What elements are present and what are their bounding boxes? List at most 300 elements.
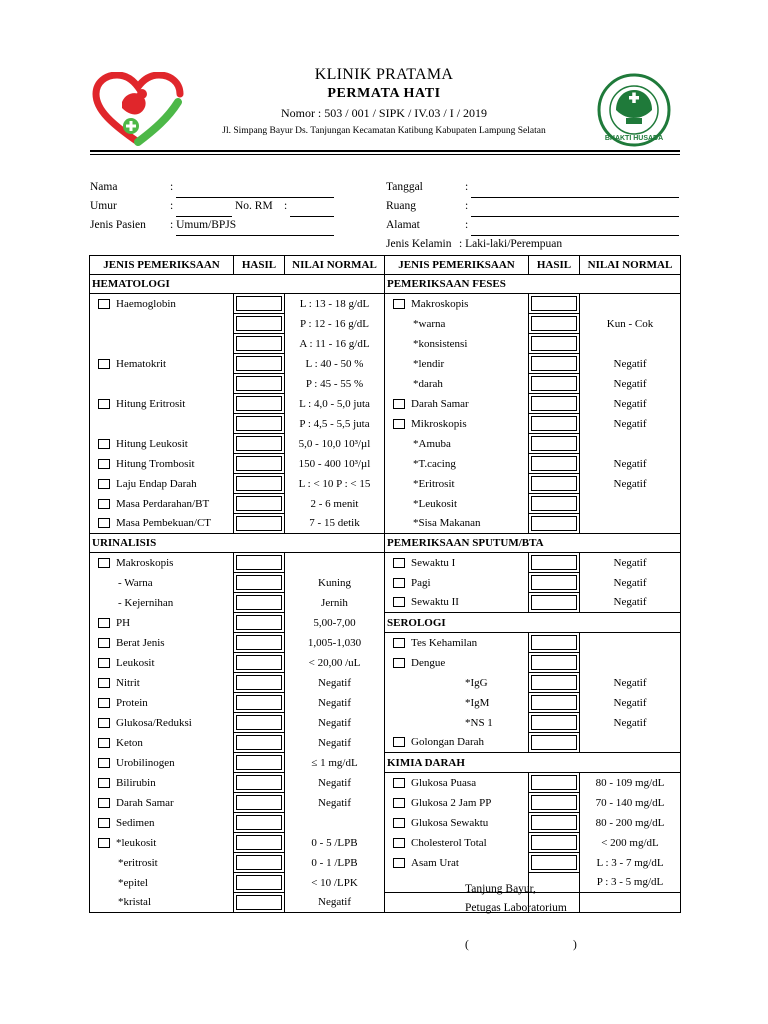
left-exam-cell xyxy=(90,434,234,454)
left-hasil-cell xyxy=(234,314,285,334)
hasil-input[interactable] xyxy=(236,575,282,590)
exam-checkbox[interactable] xyxy=(98,299,110,309)
hasil-input[interactable] xyxy=(236,675,282,690)
left-normal-value: 2 - 6 menit xyxy=(285,494,385,514)
hasil-input[interactable] xyxy=(236,775,282,790)
table-row xyxy=(90,773,681,793)
left-exam-cell xyxy=(90,753,234,773)
right-hasil-cell xyxy=(529,394,580,414)
exam-checkbox[interactable] xyxy=(98,718,110,728)
hasil-input[interactable] xyxy=(236,396,282,411)
right-exam-cell xyxy=(385,693,529,713)
right-normal-value: Negatif xyxy=(580,454,681,474)
hasil-input[interactable] xyxy=(236,496,282,511)
exam-checkbox[interactable] xyxy=(393,778,405,788)
left-normal-value: Negatif xyxy=(285,793,385,813)
exam-label: Makroskopis xyxy=(116,556,174,569)
hasil-input[interactable] xyxy=(531,476,577,491)
exam-checkbox[interactable] xyxy=(98,479,110,489)
hasil-input[interactable] xyxy=(236,456,282,471)
hasil-input[interactable] xyxy=(236,336,282,351)
exam-checkbox[interactable] xyxy=(393,558,405,568)
left-hasil-cell xyxy=(234,294,285,314)
left-normal-value: < 10 /LPK xyxy=(285,873,385,893)
right-exam-cell xyxy=(385,454,529,474)
table-row xyxy=(90,534,681,553)
hasil-input[interactable] xyxy=(236,695,282,710)
nama-colon: : xyxy=(170,181,174,193)
exam-label: *NS 1 xyxy=(465,716,493,729)
right-exam-cell xyxy=(385,494,529,514)
left-normal-value: P : 4,5 - 5,5 juta xyxy=(285,414,385,434)
exam-checkbox[interactable] xyxy=(98,459,110,469)
left-exam-cell xyxy=(90,893,234,913)
exam-checkbox[interactable] xyxy=(98,658,110,668)
table-row xyxy=(90,633,681,653)
table-row xyxy=(90,334,681,354)
table-row xyxy=(90,454,681,474)
right-hasil-cell xyxy=(529,494,580,514)
right-hasil-cell xyxy=(529,773,580,793)
hasil-input[interactable] xyxy=(236,376,282,391)
hasil-input[interactable] xyxy=(531,715,577,730)
section-feses: PEMERIKSAAN FESES xyxy=(385,275,681,294)
left-normal-value: 5,0 - 10,0 10³/µl xyxy=(285,434,385,454)
hasil-input[interactable] xyxy=(531,655,577,670)
table-row xyxy=(90,374,681,394)
exam-checkbox[interactable] xyxy=(393,818,405,828)
right-hasil-cell xyxy=(529,733,580,753)
right-exam-cell xyxy=(385,394,529,414)
left-normal-value: Negatif xyxy=(285,893,385,913)
section-kimia: KIMIA DARAH xyxy=(385,753,681,773)
left-hasil-cell xyxy=(234,773,285,793)
exam-label: Mikroskopis xyxy=(411,417,467,430)
left-normal-value: Kuning xyxy=(285,573,385,593)
hasil-input[interactable] xyxy=(531,376,577,391)
left-normal-value: Jernih xyxy=(285,593,385,613)
exam-checkbox[interactable] xyxy=(393,578,405,588)
col-normal-left: NILAI NORMAL xyxy=(285,256,385,275)
right-hasil-cell xyxy=(529,793,580,813)
right-hasil-cell xyxy=(529,374,580,394)
hasil-input[interactable] xyxy=(531,516,577,531)
table-row xyxy=(90,853,681,873)
left-exam-cell xyxy=(90,394,234,414)
right-exam-cell xyxy=(385,414,529,434)
jenis-pasien-label: Jenis Pasien xyxy=(90,219,146,231)
hasil-input[interactable] xyxy=(531,416,577,431)
right-exam-cell xyxy=(385,853,529,873)
exam-label: *eritrosit xyxy=(118,856,158,869)
umur-field[interactable] xyxy=(176,216,232,217)
right-exam-cell xyxy=(385,374,529,394)
table-row xyxy=(90,553,681,573)
left-exam-cell xyxy=(90,713,234,733)
hasil-input[interactable] xyxy=(236,555,282,570)
right-hasil-cell xyxy=(529,454,580,474)
right-normal-value: Negatif xyxy=(580,414,681,434)
table-row xyxy=(90,753,681,773)
left-hasil-cell xyxy=(234,673,285,693)
right-normal-value: 80 - 200 mg/dL xyxy=(580,813,681,833)
hasil-input[interactable] xyxy=(236,615,282,630)
exam-checkbox[interactable] xyxy=(98,798,110,808)
hasil-input[interactable] xyxy=(236,516,282,531)
exam-label: Glukosa Sewaktu xyxy=(411,816,489,829)
col-hasil-right: HASIL xyxy=(529,256,580,275)
right-exam-cell xyxy=(385,553,529,573)
exam-label: Cholesterol Total xyxy=(411,836,487,849)
right-normal-value: Negatif xyxy=(580,673,681,693)
left-hasil-cell xyxy=(234,653,285,673)
hasil-input[interactable] xyxy=(236,476,282,491)
left-exam-cell xyxy=(90,514,234,534)
jenis-kelamin-value: : Laki-laki/Perempuan xyxy=(459,238,563,250)
exam-checkbox[interactable] xyxy=(98,778,110,788)
right-hasil-cell xyxy=(529,474,580,494)
exam-label: *Leukosit xyxy=(413,497,457,510)
nama-field[interactable] xyxy=(176,197,334,198)
hasil-input[interactable] xyxy=(236,795,282,810)
norm-colon: : xyxy=(284,200,288,212)
left-exam-cell xyxy=(90,873,234,893)
exam-label: PH xyxy=(116,616,131,629)
exam-checkbox[interactable] xyxy=(98,818,110,828)
left-hasil-cell xyxy=(234,833,285,853)
norm-field[interactable] xyxy=(290,216,334,217)
exam-label: Makroskopis xyxy=(411,297,469,310)
right-normal-value: 80 - 109 mg/dL xyxy=(580,773,681,793)
right-hasil-cell xyxy=(529,713,580,733)
table-row xyxy=(90,573,681,593)
exam-label: Darah Samar xyxy=(116,796,174,809)
left-normal-value: 150 - 400 10³/µl xyxy=(285,454,385,474)
right-hasil-cell xyxy=(529,593,580,613)
hasil-input[interactable] xyxy=(236,715,282,730)
hasil-input[interactable] xyxy=(531,496,577,511)
hasil-input[interactable] xyxy=(236,655,282,670)
exam-checkbox[interactable] xyxy=(98,758,110,768)
table-row xyxy=(90,613,681,633)
exam-checkbox[interactable] xyxy=(98,738,110,748)
exam-label: Leukosit xyxy=(116,656,155,669)
left-hasil-cell xyxy=(234,813,285,833)
tanggal-colon: : xyxy=(465,181,469,193)
exam-label: Haemoglobin xyxy=(116,297,176,310)
hasil-input[interactable] xyxy=(531,436,577,451)
table-row xyxy=(90,354,681,374)
table-header-row xyxy=(90,256,681,275)
left-hasil-cell xyxy=(234,414,285,434)
right-exam-cell xyxy=(385,474,529,494)
exam-label: Glukosa 2 Jam PP xyxy=(411,796,492,809)
left-exam-cell xyxy=(90,474,234,494)
left-hasil-cell xyxy=(234,354,285,374)
table-row xyxy=(90,474,681,494)
alamat-field[interactable] xyxy=(471,235,679,236)
right-exam-cell xyxy=(385,314,529,334)
left-normal-value: 0 - 1 /LPB xyxy=(285,853,385,873)
exam-label: Laju Endap Darah xyxy=(116,477,197,490)
hasil-input[interactable] xyxy=(236,416,282,431)
left-normal-value: L : 40 - 50 % xyxy=(285,354,385,374)
right-hasil-cell xyxy=(529,873,580,893)
tanggal-field[interactable] xyxy=(471,197,679,198)
table-row xyxy=(90,275,681,294)
col-jenis-right: JENIS PEMERIKSAAN xyxy=(385,256,529,275)
hasil-input[interactable] xyxy=(236,895,282,910)
exam-checkbox[interactable] xyxy=(393,858,405,868)
exam-label: Darah Samar xyxy=(411,397,469,410)
left-normal-value: 1,005-1,030 xyxy=(285,633,385,653)
exam-checkbox[interactable] xyxy=(98,838,110,848)
exam-checkbox[interactable] xyxy=(98,518,110,528)
left-hasil-cell xyxy=(234,633,285,653)
right-normal-value: Negatif xyxy=(580,693,681,713)
exam-label: Hitung Leukosit xyxy=(116,437,188,450)
hasil-input[interactable] xyxy=(236,316,282,331)
left-exam-cell xyxy=(90,374,234,394)
hasil-input[interactable] xyxy=(531,855,577,870)
hasil-input[interactable] xyxy=(531,835,577,850)
table-row xyxy=(90,414,681,434)
clinic-address: Jl. Simpang Bayur Ds. Tanjungan Kecamatan Katibung Kabupaten Lampung Selatan xyxy=(222,126,546,136)
umur-colon: : xyxy=(170,200,174,212)
hasil-input[interactable] xyxy=(531,316,577,331)
right-normal-value xyxy=(580,653,681,673)
bhakti-husada-logo xyxy=(596,72,672,148)
exam-label: *Sisa Makanan xyxy=(413,517,481,530)
exam-label: Hitung Eritrosit xyxy=(116,397,186,410)
left-hasil-cell xyxy=(234,434,285,454)
hasil-input[interactable] xyxy=(531,336,577,351)
left-exam-cell xyxy=(90,633,234,653)
hasil-input[interactable] xyxy=(531,555,577,570)
exam-label: Asam Urat xyxy=(411,856,459,869)
left-exam-cell xyxy=(90,733,234,753)
left-normal-value: < 20,00 /uL xyxy=(285,653,385,673)
exam-checkbox[interactable] xyxy=(393,838,405,848)
hasil-input[interactable] xyxy=(531,635,577,650)
clinic-license-number: Nomor : 503 / 001 / SIPK / IV.03 / I / 2019 xyxy=(280,106,488,120)
exam-label: Masa Pembekuan/CT xyxy=(116,517,212,530)
table-row xyxy=(90,294,681,314)
right-normal-value xyxy=(580,494,681,514)
exam-checkbox[interactable] xyxy=(98,439,110,449)
exam-checkbox[interactable] xyxy=(98,499,110,509)
footer-place: Tanjung Bayur, xyxy=(465,883,536,895)
exam-checkbox[interactable] xyxy=(393,419,405,429)
left-exam-cell xyxy=(90,593,234,613)
left-hasil-cell xyxy=(234,713,285,733)
section-sputum: PEMERIKSAAN SPUTUM/BTA xyxy=(385,534,681,553)
col-hasil-left: HASIL xyxy=(234,256,285,275)
right-normal-value: P : 3 - 5 mg/dL xyxy=(580,873,681,893)
exam-label: Keton xyxy=(116,736,143,749)
table-row xyxy=(90,793,681,813)
left-normal-value: P : 12 - 16 g/dL xyxy=(285,314,385,334)
exam-label: Pagi xyxy=(411,576,431,589)
left-hasil-cell xyxy=(234,573,285,593)
left-hasil-cell xyxy=(234,474,285,494)
hasil-input[interactable] xyxy=(236,855,282,870)
hasil-input[interactable] xyxy=(531,815,577,830)
exam-checkbox[interactable] xyxy=(393,399,405,409)
exam-checkbox[interactable] xyxy=(393,658,405,668)
hasil-input[interactable] xyxy=(531,396,577,411)
right-normal-value xyxy=(580,294,681,314)
hasil-input[interactable] xyxy=(236,635,282,650)
left-normal-value: Negatif xyxy=(285,693,385,713)
exam-label: Sewaktu II xyxy=(411,596,459,609)
hasil-input[interactable] xyxy=(531,456,577,471)
exam-label: *leukosit xyxy=(116,836,157,849)
left-exam-cell xyxy=(90,853,234,873)
hasil-input[interactable] xyxy=(236,875,282,890)
exam-label: Nitrit xyxy=(116,676,140,689)
left-hasil-cell xyxy=(234,374,285,394)
right-normal-value: < 200 mg/dL xyxy=(580,833,681,853)
table-row xyxy=(90,673,681,693)
right-normal-value: L : 3 - 7 mg/dL xyxy=(580,853,681,873)
exam-checkbox[interactable] xyxy=(98,698,110,708)
left-normal-value: L : < 10 P : < 15 xyxy=(285,474,385,494)
right-exam-cell xyxy=(385,673,529,693)
exam-checkbox[interactable] xyxy=(98,678,110,688)
left-hasil-cell xyxy=(234,873,285,893)
exam-label: Bilirubin xyxy=(116,776,156,789)
alamat-label: Alamat xyxy=(386,219,420,231)
hasil-input[interactable] xyxy=(236,296,282,311)
hasil-input[interactable] xyxy=(531,356,577,371)
exam-checkbox[interactable] xyxy=(393,299,405,309)
exam-label: Golongan Darah xyxy=(411,736,485,749)
exam-checkbox[interactable] xyxy=(98,359,110,369)
right-normal-value xyxy=(580,893,681,913)
hasil-input[interactable] xyxy=(236,815,282,830)
jenis-pasien-field[interactable] xyxy=(176,235,334,236)
table-row xyxy=(90,833,681,853)
left-hasil-cell xyxy=(234,853,285,873)
hasil-input[interactable] xyxy=(531,795,577,810)
hasil-input[interactable] xyxy=(236,595,282,610)
left-exam-cell xyxy=(90,693,234,713)
exam-checkbox[interactable] xyxy=(393,737,405,747)
ruang-label: Ruang xyxy=(386,200,417,212)
left-normal-value: 0 - 5 /LPB xyxy=(285,833,385,853)
right-exam-cell xyxy=(385,793,529,813)
exam-checkbox[interactable] xyxy=(393,597,405,607)
right-hasil-cell xyxy=(529,434,580,454)
right-exam-cell xyxy=(385,593,529,613)
clinic-name: KLINIK PRATAMA xyxy=(314,66,454,83)
left-hasil-cell xyxy=(234,693,285,713)
table-row xyxy=(90,733,681,753)
hasil-input[interactable] xyxy=(236,755,282,770)
exam-label: *epitel xyxy=(118,876,148,889)
tanggal-label: Tanggal xyxy=(386,181,423,193)
left-hasil-cell xyxy=(234,593,285,613)
left-exam-cell xyxy=(90,793,234,813)
exam-label: - Kejernihan xyxy=(118,596,174,609)
exam-label: *Eritrosit xyxy=(413,477,455,490)
exam-label: *T.cacing xyxy=(413,457,456,470)
header-divider xyxy=(90,150,680,152)
ruang-field[interactable] xyxy=(471,216,679,217)
exam-label: Hitung Trombosit xyxy=(116,457,195,470)
exam-label: - Warna xyxy=(118,576,153,589)
exam-checkbox[interactable] xyxy=(393,798,405,808)
table-row xyxy=(90,494,681,514)
hasil-input[interactable] xyxy=(531,595,577,610)
exam-label: Dengue xyxy=(411,656,446,669)
right-exam-cell xyxy=(385,354,529,374)
exam-checkbox[interactable] xyxy=(393,638,405,648)
hasil-input[interactable] xyxy=(531,775,577,790)
umur-label: Umur xyxy=(90,200,117,212)
exam-checkbox[interactable] xyxy=(98,618,110,628)
hasil-input[interactable] xyxy=(236,735,282,750)
right-normal-value: Negatif xyxy=(580,354,681,374)
left-normal-value: ≤ 1 mg/dL xyxy=(285,753,385,773)
left-hasil-cell xyxy=(234,494,285,514)
norm-label: No. RM xyxy=(235,200,273,212)
left-hasil-cell xyxy=(234,753,285,773)
table-row xyxy=(90,693,681,713)
right-hasil-cell xyxy=(529,553,580,573)
right-exam-cell xyxy=(385,653,529,673)
hasil-input[interactable] xyxy=(531,675,577,690)
nama-label: Nama xyxy=(90,181,118,193)
col-jenis-left: JENIS PEMERIKSAAN xyxy=(90,256,234,275)
left-exam-cell xyxy=(90,294,234,314)
hasil-input[interactable] xyxy=(531,575,577,590)
left-normal-value: Negatif xyxy=(285,773,385,793)
exam-checkbox[interactable] xyxy=(98,399,110,409)
hasil-input[interactable] xyxy=(236,835,282,850)
hasil-input[interactable] xyxy=(236,436,282,451)
left-normal-value: P : 45 - 55 % xyxy=(285,374,385,394)
hasil-input[interactable] xyxy=(531,735,577,750)
clinic-subname: PERMATA HATI xyxy=(327,86,441,101)
right-normal-value: Negatif xyxy=(580,593,681,613)
table-row xyxy=(90,653,681,673)
exam-checkbox[interactable] xyxy=(98,558,110,568)
right-exam-cell xyxy=(385,334,529,354)
col-normal-right: NILAI NORMAL xyxy=(580,256,681,275)
left-hasil-cell xyxy=(234,394,285,414)
exam-label: Protein xyxy=(116,696,148,709)
exam-checkbox[interactable] xyxy=(98,638,110,648)
table-row xyxy=(90,394,681,414)
exam-label: *IgG xyxy=(465,676,488,689)
right-normal-value xyxy=(580,334,681,354)
right-hasil-cell xyxy=(529,573,580,593)
left-exam-cell xyxy=(90,653,234,673)
header-divider-thin xyxy=(90,154,680,155)
hasil-input[interactable] xyxy=(531,695,577,710)
left-exam-cell xyxy=(90,573,234,593)
left-exam-cell xyxy=(90,494,234,514)
left-exam-cell xyxy=(90,673,234,693)
left-normal-value: 5,00-7,00 xyxy=(285,613,385,633)
left-exam-cell xyxy=(90,813,234,833)
hasil-input[interactable] xyxy=(531,296,577,311)
left-normal-value: Negatif xyxy=(285,733,385,753)
left-hasil-cell xyxy=(234,454,285,474)
hasil-input[interactable] xyxy=(236,356,282,371)
